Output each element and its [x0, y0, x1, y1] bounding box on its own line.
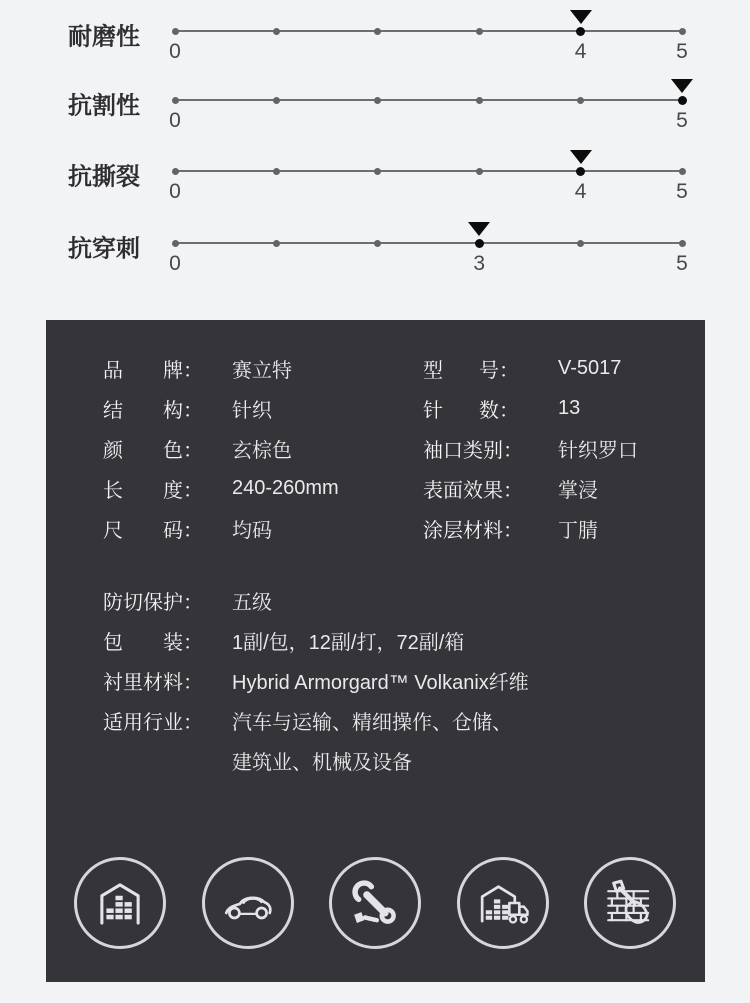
- shovel-bricks-icon: [584, 857, 676, 949]
- warehouse-icon: [74, 857, 166, 949]
- wrench-screw-icon: [329, 857, 421, 949]
- spec-label-char: 切: [123, 592, 143, 614]
- spec-label-char: 口: [443, 439, 463, 462]
- rating-dot: [374, 240, 381, 247]
- rating-scale-line: [175, 99, 682, 101]
- performance-ratings-chart: [0, 0, 750, 320]
- rating-dot: [679, 240, 686, 247]
- rating-dot: [374, 28, 381, 35]
- spec-value: 均码: [232, 519, 272, 542]
- rating-tick-number: 0: [169, 40, 181, 63]
- spec-value: 240-260mm: [232, 476, 339, 499]
- spec-cell: [423, 354, 675, 383]
- spec-label-char: 型: [423, 359, 443, 382]
- spec-value-line: 汽车与运输、精细操作、仓储、: [232, 712, 512, 734]
- spec-row: [103, 508, 675, 548]
- rating-scale-line: [175, 170, 682, 172]
- rating-dot: [679, 28, 686, 35]
- spec-label: [103, 354, 203, 383]
- spec-value-line: 建筑业、机械及设备: [232, 752, 412, 774]
- rating-tick-number: 5: [676, 40, 688, 63]
- spec-row: [103, 388, 675, 428]
- spec-label-char: 行: [143, 712, 163, 734]
- spec-row: [103, 583, 675, 623]
- spec-label-char: 适: [103, 712, 123, 734]
- spec-cell: [103, 474, 423, 503]
- spec-panel: [46, 320, 705, 982]
- spec-label-char: 涂: [423, 519, 443, 542]
- spec-row: [103, 348, 675, 388]
- rating-dot: [273, 97, 280, 104]
- rating-label: 抗穿刺: [68, 235, 140, 263]
- spec-label-char: 数：: [479, 399, 519, 422]
- spec-label-char: 构：: [163, 399, 203, 422]
- spec-label-char: 色：: [163, 439, 203, 462]
- spec-value: 掌浸: [558, 479, 598, 502]
- spec-label: [103, 703, 203, 743]
- spec-row: [103, 468, 675, 508]
- rating-dot: [576, 27, 585, 36]
- spec-label-char: 结: [103, 399, 123, 422]
- spec-value-line: 五级: [232, 592, 272, 614]
- spec-label: [103, 663, 203, 703]
- rating-label: 抗撕裂: [68, 163, 140, 191]
- spec-label-char: 衬: [103, 672, 123, 694]
- spec-row: [103, 623, 675, 663]
- rating-tick-number: 0: [169, 109, 181, 132]
- rating-marker-triangle: [570, 150, 592, 164]
- rating-tick-number: 3: [473, 252, 486, 275]
- spec-label: [103, 583, 203, 623]
- spec-label: [103, 394, 203, 423]
- spec-label-char: 料：: [163, 672, 203, 694]
- spec-cell: [103, 514, 423, 543]
- spec-label: [423, 434, 523, 463]
- spec-label: [423, 394, 519, 423]
- rating-dot: [678, 96, 687, 105]
- spec-label: [423, 354, 519, 383]
- rating-dot: [576, 167, 585, 176]
- rating-dot: [679, 168, 686, 175]
- rating-label: 耐磨性: [68, 23, 140, 51]
- spec-label-char: 类: [463, 439, 483, 462]
- rating-marker-triangle: [468, 222, 490, 236]
- spec-label-char: 牌：: [163, 359, 203, 382]
- spec-cell: [103, 434, 423, 463]
- warehouse-truck-icon: [457, 857, 549, 949]
- spec-value: 针织: [232, 399, 272, 422]
- spec-value: [232, 703, 512, 783]
- rating-tick-number: 4: [574, 180, 587, 203]
- rating-scale-line: [175, 30, 682, 32]
- spec-table-two-column: [103, 348, 675, 548]
- car-icon: [202, 857, 294, 949]
- spec-label: [103, 474, 203, 503]
- spec-label-char: 袖: [423, 439, 443, 462]
- spec-label-char: 码：: [163, 519, 203, 542]
- spec-label: [103, 623, 203, 663]
- spec-row: [103, 428, 675, 468]
- spec-value: 13: [558, 396, 581, 419]
- spec-value: [232, 663, 529, 703]
- spec-row: [103, 703, 675, 783]
- rating-dot: [273, 240, 280, 247]
- spec-value: 玄棕色: [232, 439, 292, 462]
- spec-label-char: 里: [123, 672, 143, 694]
- industry-icons-row: [74, 857, 676, 949]
- spec-cell: [423, 514, 675, 543]
- rating-tick-number: 4: [574, 40, 587, 63]
- spec-cell: [103, 354, 423, 383]
- spec-label-char: 面: [443, 479, 463, 502]
- rating-dot: [172, 97, 179, 104]
- spec-table-full-width: [103, 583, 675, 783]
- spec-cell: [103, 394, 423, 423]
- spec-value: 赛立特: [232, 359, 292, 382]
- spec-label-char: 护：: [163, 592, 203, 614]
- spec-label-char: 表: [423, 479, 443, 502]
- rating-dot: [273, 28, 280, 35]
- spec-label-char: 长: [103, 479, 123, 502]
- rating-dot: [374, 97, 381, 104]
- rating-dot: [476, 168, 483, 175]
- rating-tick-number: 0: [169, 180, 181, 203]
- spec-label: [103, 434, 203, 463]
- rating-dot: [577, 240, 584, 247]
- rating-dot: [475, 239, 484, 248]
- spec-cell: [423, 474, 675, 503]
- spec-label-char: 别：: [483, 439, 523, 462]
- spec-value: V-5017: [558, 356, 622, 379]
- rating-tick-number: 0: [169, 252, 181, 275]
- spec-label-char: 用: [123, 712, 143, 734]
- rating-marker-triangle: [570, 10, 592, 24]
- spec-label: [423, 514, 523, 543]
- rating-dot: [172, 240, 179, 247]
- rating-marker-triangle: [671, 79, 693, 93]
- spec-cell: [423, 434, 675, 463]
- spec-label: [103, 514, 203, 543]
- spec-label-char: 料：: [483, 519, 523, 542]
- spec-value: [232, 623, 464, 663]
- spec-label-char: 材: [143, 672, 163, 694]
- spec-label-char: 效: [463, 479, 483, 502]
- rating-tick-number: 5: [676, 109, 688, 132]
- spec-label: [423, 474, 523, 503]
- spec-label-char: 防: [103, 592, 123, 614]
- spec-label-char: 颜: [103, 439, 123, 462]
- spec-value-line: 1副/包，12副/打，72副/箱: [232, 632, 465, 654]
- rating-tick-number: 5: [676, 180, 688, 203]
- spec-label-char: 品: [103, 359, 123, 382]
- spec-label-char: 针: [423, 399, 443, 422]
- spec-label-char: 尺: [103, 519, 123, 542]
- rating-dot: [273, 168, 280, 175]
- rating-dot: [172, 28, 179, 35]
- rating-dot: [476, 28, 483, 35]
- rating-dot: [172, 168, 179, 175]
- rating-dot: [577, 97, 584, 104]
- spec-cell: [423, 394, 675, 423]
- spec-label-char: 装：: [163, 632, 203, 654]
- spec-label-char: 材: [463, 519, 483, 542]
- rating-label: 抗割性: [68, 92, 140, 120]
- rating-tick-number: 5: [676, 252, 688, 275]
- spec-value-line: Hybrid Armorgard™ Volkanix纤维: [232, 672, 529, 694]
- spec-label-char: 度：: [163, 479, 203, 502]
- spec-value: 丁腈: [558, 519, 598, 542]
- spec-label-char: 号：: [479, 359, 519, 382]
- spec-value: 针织罗口: [558, 439, 638, 462]
- spec-label-char: 保: [143, 592, 163, 614]
- spec-label-char: 层: [443, 519, 463, 542]
- spec-row: [103, 663, 675, 703]
- spec-label-char: 包: [103, 632, 123, 654]
- spec-label-char: 果：: [483, 479, 523, 502]
- spec-label-char: 业：: [163, 712, 203, 734]
- rating-scale-line: [175, 242, 682, 244]
- rating-dot: [476, 97, 483, 104]
- spec-value: [232, 583, 272, 623]
- rating-dot: [374, 168, 381, 175]
